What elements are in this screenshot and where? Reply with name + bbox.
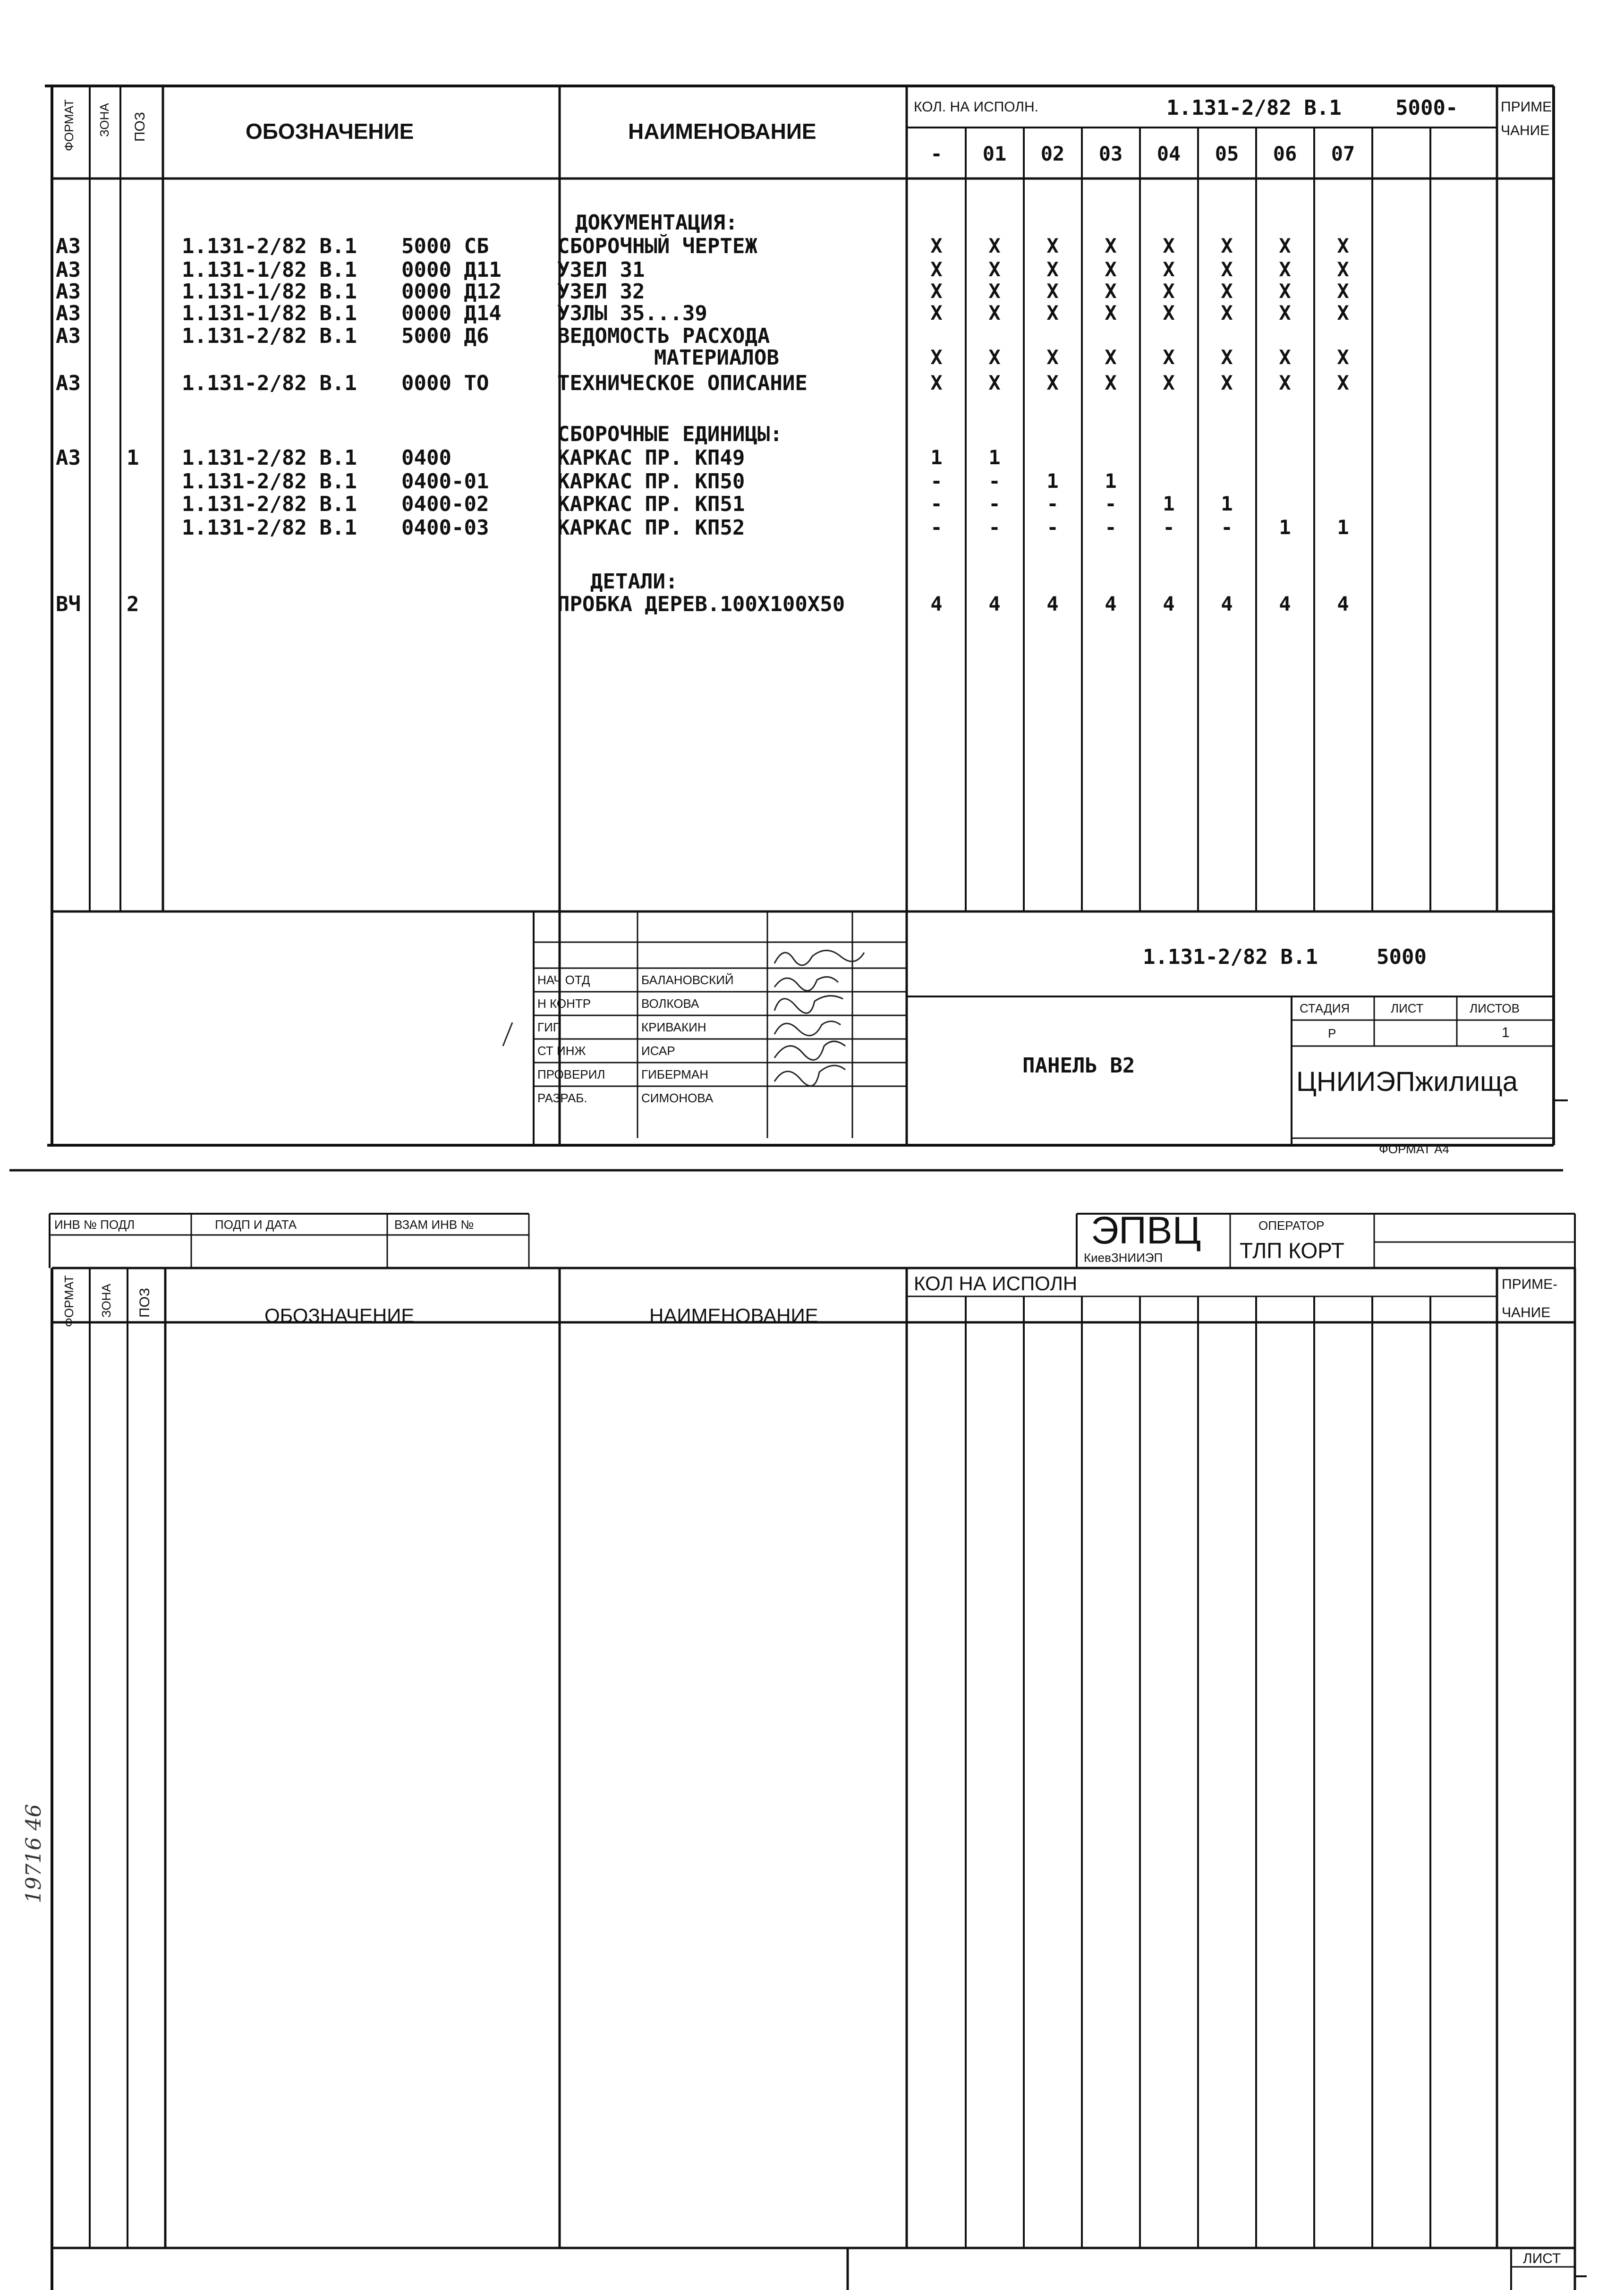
s2-replace: ВЗАМ ИНВ № (394, 1217, 474, 1232)
row-doc: 0000 Д11 (401, 258, 502, 282)
header-format: ФОРМАТ (62, 99, 76, 151)
row-mark: Х (1279, 234, 1291, 257)
sig-role: РАЗРАБ. (537, 1091, 587, 1105)
variant-header: 05 (1215, 142, 1239, 165)
row-name: КАРКАС ПР. КП52 (557, 516, 745, 540)
row-format: А3 (56, 280, 81, 304)
row-mark: Х (988, 280, 1001, 303)
row-code: 1.131-1/82 В.1 (182, 258, 357, 282)
sig-name: ВОЛКОВА (641, 996, 699, 1011)
row-mark: 4 (988, 592, 1001, 615)
variant-header: 03 (1098, 142, 1123, 165)
row-mark: Х (1105, 280, 1117, 303)
row-format: ВЧ (56, 592, 81, 616)
row-code: 1.131-2/82 В.1 (182, 516, 357, 540)
row-mark: Х (988, 258, 1001, 281)
header-doc-code: 1.131-2/82 В.1 (1166, 96, 1342, 120)
variant-header: - (930, 142, 943, 165)
row-mark: - (1046, 492, 1059, 515)
row-doc: 0400-02 (401, 492, 489, 516)
row-mark: Х (1221, 371, 1233, 394)
row-mark: 4 (1221, 592, 1233, 615)
stamp-op: ТЛП КОРТ (1240, 1238, 1344, 1263)
margin-note: 19716 46 (22, 1804, 46, 1903)
stamp-sub: КиевЗНИИЭП (1084, 1251, 1163, 1265)
row-mark: Х (1279, 301, 1291, 324)
s2-header-note-2: ЧАНИЕ (1502, 1305, 1551, 1320)
header-name: НАИМЕНОВАНИЕ (628, 119, 816, 144)
row-format: А3 (56, 371, 81, 395)
tb-doc-code: 1.131-2/82 В.1 (1143, 945, 1318, 969)
row-mark: Х (1163, 258, 1175, 281)
tb-sheets-total: 1 (1502, 1025, 1510, 1040)
row-format: А3 (56, 446, 81, 470)
row-mark: Х (1337, 258, 1349, 281)
row-mark: - (988, 469, 1001, 493)
stamp-op-label: ОПЕРАТОР (1258, 1218, 1325, 1233)
header-note-2: ЧАНИЕ (1501, 123, 1550, 138)
row-mark: Х (988, 234, 1001, 257)
sig-role: Н КОНТР (537, 996, 591, 1011)
tb-product: ПАНЕЛЬ В2 (1022, 1054, 1135, 1078)
row-format: А3 (56, 258, 81, 282)
row-doc: 5000 Д6 (401, 324, 489, 348)
header-qty-label: КОЛ. НА ИСПОЛН. (914, 99, 1038, 115)
row-name: КАРКАС ПР. КП50 (557, 469, 745, 494)
row-mark: Х (1163, 371, 1175, 394)
row-code: 1.131-2/82 В.1 (182, 324, 357, 348)
row-mark: Х (1046, 258, 1059, 281)
row-mark: Х (1105, 371, 1117, 394)
row-mark: Х (1221, 280, 1233, 303)
row-mark: Х (1279, 371, 1291, 394)
row-mark: 1 (1105, 469, 1117, 493)
row-mark: - (988, 492, 1001, 515)
row-code: 1.131-1/82 В.1 (182, 280, 357, 304)
row-mark: 1 (988, 446, 1001, 469)
row-mark: Х (1279, 258, 1291, 281)
row-mark: Х (1221, 258, 1233, 281)
row-mark: Х (1046, 346, 1059, 369)
row-doc: 0400-01 (401, 469, 489, 494)
s2-inv: ИНВ № ПОДЛ (54, 1217, 135, 1232)
row-mark: Х (1163, 346, 1175, 369)
row-mark: Х (930, 280, 943, 303)
row-doc: 0000 Д12 (401, 280, 502, 304)
row-mark: 1 (1163, 492, 1175, 515)
row-mark: - (930, 469, 943, 493)
row-mark: Х (1105, 346, 1117, 369)
variant-header: 02 (1040, 142, 1065, 165)
row-mark: Х (1279, 346, 1291, 369)
tb-sheet-label: ЛИСТ (1391, 1001, 1424, 1015)
tb-stage-label: СТАДИЯ (1300, 1001, 1350, 1015)
row-mark: - (988, 516, 1001, 539)
row-mark: 1 (1221, 492, 1233, 515)
row-doc: 5000 СБ (401, 234, 489, 258)
row-mark: 1 (1337, 516, 1349, 539)
header-note-1: ПРИМЕ (1501, 99, 1552, 115)
s2-header-name: НАИМЕНОВАНИЕ (649, 1304, 818, 1327)
row-mark: Х (1337, 280, 1349, 303)
row-mark: Х (1163, 280, 1175, 303)
sig-role: ГИП (537, 1020, 562, 1034)
sig-name: ИСАР (641, 1044, 675, 1058)
row-mark: Х (1221, 234, 1233, 257)
s2-header-qty: КОЛ НА ИСПОЛН (914, 1272, 1078, 1294)
row-name: СБОРОЧНЫЕ ЕДИНИЦЫ: (557, 422, 782, 446)
row-mark: Х (1105, 258, 1117, 281)
row-name: МАТЕРИАЛОВ (654, 346, 779, 370)
row-name: ДЕТАЛИ: (590, 570, 678, 594)
row-mark: 4 (1279, 592, 1291, 615)
row-name: ДОКУМЕНТАЦИЯ: (575, 211, 738, 235)
header-zone: ЗОНА (97, 103, 111, 137)
row-mark: Х (988, 346, 1001, 369)
row-code: 1.131-2/82 В.1 (182, 371, 357, 395)
header-pos: ПОЗ (132, 111, 148, 142)
row-mark: - (930, 516, 943, 539)
row-mark: Х (1337, 234, 1349, 257)
row-name: ТЕХНИЧЕСКОЕ ОПИСАНИЕ (557, 371, 808, 395)
tb-format: ФОРМАТ А4 (1379, 1142, 1449, 1156)
variant-header: 01 (982, 142, 1007, 165)
signature-scribbles (503, 951, 864, 1086)
row-name: КАРКАС ПР. КП49 (557, 446, 745, 470)
row-mark: 4 (1163, 592, 1175, 615)
s2-sign-date: ПОДП И ДАТА (215, 1217, 297, 1232)
row-doc: 0400 (401, 446, 451, 470)
row-code: 1.131-2/82 В.1 (182, 469, 357, 494)
tb-org: ЦНИИЭПжилища (1296, 1066, 1518, 1097)
sig-role: НАЧ ОТД (537, 973, 590, 987)
row-doc: 0000 Д14 (401, 301, 502, 325)
row-doc: 0400-03 (401, 516, 489, 540)
tb-doc-number: 5000 (1377, 945, 1427, 969)
row-mark: 1 (930, 446, 943, 469)
row-mark: Х (1221, 301, 1233, 324)
row-mark: 4 (1046, 592, 1059, 615)
row-format: А3 (56, 324, 81, 348)
row-mark: Х (1337, 346, 1349, 369)
row-mark: Х (930, 301, 943, 324)
row-format: А3 (56, 234, 81, 258)
row-code: 1.131-1/82 В.1 (182, 301, 357, 325)
row-mark: - (1221, 516, 1233, 539)
row-name: ПРОБКА ДЕРЕВ.100Х100Х50 (557, 592, 845, 616)
row-mark: Х (1337, 301, 1349, 324)
s2-header-designation: ОБОЗНАЧЕНИЕ (264, 1304, 415, 1327)
row-mark: Х (930, 371, 943, 394)
row-mark: Х (930, 346, 943, 369)
variant-header: 07 (1331, 142, 1355, 165)
row-mark: Х (1046, 280, 1059, 303)
row-doc: 0000 ТО (401, 371, 489, 395)
row-mark: Х (1337, 371, 1349, 394)
row-pos: 2 (127, 592, 139, 616)
sig-role: ПРОВЕРИЛ (537, 1067, 605, 1081)
row-mark: Х (1221, 346, 1233, 369)
s2-sheet-label: ЛИСТ (1523, 2251, 1561, 2266)
header-designation: ОБОЗНАЧЕНИЕ (246, 119, 414, 144)
row-mark: Х (1279, 280, 1291, 303)
row-name: УЗЛЫ 35...39 (557, 301, 707, 325)
row-mark: Х (1046, 371, 1059, 394)
row-mark: Х (1105, 301, 1117, 324)
row-format: А3 (56, 301, 81, 325)
row-code: 1.131-2/82 В.1 (182, 234, 357, 258)
tb-stage: Р (1328, 1026, 1336, 1040)
row-mark: 1 (1279, 516, 1291, 539)
variant-header: 04 (1156, 142, 1181, 165)
row-name: КАРКАС ПР. КП51 (557, 492, 745, 516)
row-mark: Х (930, 234, 943, 257)
row-mark: Х (988, 301, 1001, 324)
row-mark: Х (1046, 234, 1059, 257)
row-mark: - (930, 492, 943, 515)
s2-header-pos: ПОЗ (137, 1287, 153, 1318)
sig-name: БАЛАНОВСКИЙ (641, 973, 734, 987)
s2-header-format: ФОРМАТ (62, 1275, 76, 1327)
row-mark: 4 (1105, 592, 1117, 615)
row-code: 1.131-2/82 В.1 (182, 446, 357, 470)
row-mark: Х (1046, 301, 1059, 324)
row-mark: Х (1163, 234, 1175, 257)
row-mark: 4 (1337, 592, 1349, 615)
row-name: УЗЕЛ 31 (557, 258, 645, 282)
row-mark: Х (988, 371, 1001, 394)
row-mark: - (1163, 516, 1175, 539)
s2-header-zone: ЗОНА (99, 1284, 113, 1318)
row-name: УЗЕЛ 32 (557, 280, 645, 304)
row-mark: - (1105, 516, 1117, 539)
row-mark: - (1105, 492, 1117, 515)
row-code: 1.131-2/82 В.1 (182, 492, 357, 516)
stamp-main: ЭПВЦ (1091, 1209, 1201, 1252)
row-name: ВЕДОМОСТЬ РАСХОДА (557, 324, 770, 348)
row-mark: Х (1105, 234, 1117, 257)
header-doc-suffix: 5000- (1395, 96, 1458, 120)
variant-header: 06 (1273, 142, 1297, 165)
sig-role: СТ ИНЖ (537, 1044, 586, 1058)
row-name: СБОРОЧНЫЙ ЧЕРТЕЖ (557, 234, 757, 258)
sig-name: КРИВАКИН (641, 1020, 706, 1034)
row-mark: 1 (1046, 469, 1059, 493)
row-mark: Х (1163, 301, 1175, 324)
row-mark: - (1046, 516, 1059, 539)
row-mark: Х (930, 258, 943, 281)
sig-name: ГИБЕРМАН (641, 1067, 708, 1081)
s2-header-note-1: ПРИМЕ- (1502, 1277, 1558, 1292)
tb-sheets-label: ЛИСТОВ (1470, 1001, 1520, 1015)
row-pos: 1 (127, 446, 139, 470)
row-mark: 4 (930, 592, 943, 615)
sig-name: СИМОНОВА (641, 1091, 714, 1105)
